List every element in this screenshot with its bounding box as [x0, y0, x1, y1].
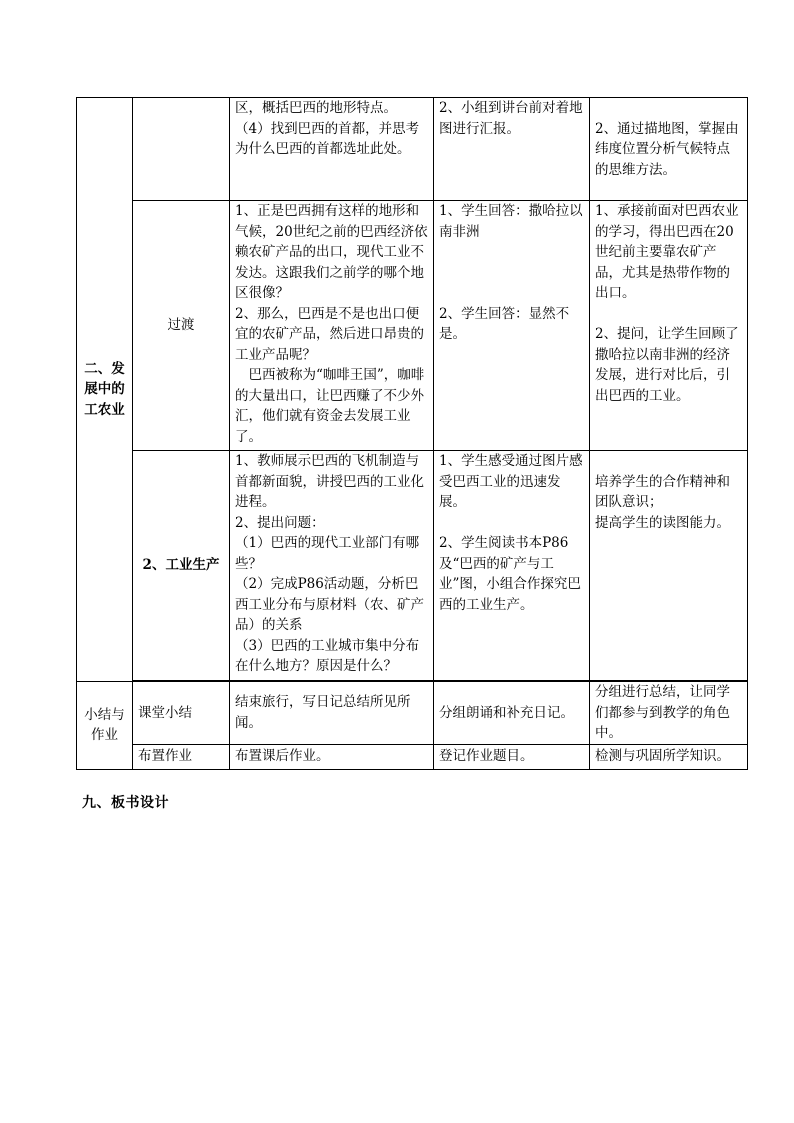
teacher-activity-line: 1、正是巴西拥有这样的地形和气候，20世纪之前的巴西经济依赖农矿产品的出口，现代工业不发达。这跟我们之前学的哪个地区很像？	[235, 203, 428, 301]
design-intent-line: 提高学生的读图能力。	[595, 514, 730, 531]
student-activity-cell	[434, 744, 590, 769]
design-intent-cell	[590, 744, 748, 769]
section-heading-board-design: 九、板书设计	[82, 795, 169, 811]
design-intent-cell	[590, 682, 748, 745]
student-activity-line: 2、学生回答：显然不是。	[439, 305, 570, 342]
teacher-activity-line: 布置课后作业。	[235, 748, 330, 765]
teacher-activity-cell	[230, 98, 434, 201]
teacher-activity-cell	[230, 744, 434, 769]
teacher-activity-line: 巴西被称为“咖啡王国”，咖啡的大量出口，让巴西赚了不少外汇，他们就有资金去发展工业了。	[235, 367, 425, 445]
student-activity-line: 分组朗诵和补充日记。	[439, 704, 574, 721]
segment-cell-class-summary	[133, 682, 230, 745]
teacher-activity-line: （3）巴西的工业城市集中分布在什么地方？原因是什么？	[235, 637, 420, 674]
stage-label-summary: 小结与作业	[84, 706, 125, 744]
table-row-terrain	[77, 98, 748, 201]
design-intent-cell	[590, 451, 748, 681]
design-intent-cell	[590, 98, 748, 201]
student-activity-line: 2、小组到讲台前对着地图进行汇报。	[439, 100, 583, 137]
table-row-homework	[77, 744, 748, 769]
stage-cell-development	[77, 98, 133, 682]
segment-label-industry: 2、工业生产	[142, 557, 220, 574]
teacher-activity-cell	[230, 682, 434, 745]
student-activity-cell	[434, 201, 590, 451]
design-intent-line: 检测与巩固所学知识。	[595, 748, 730, 765]
student-activity-line: 登记作业题目。	[439, 748, 534, 765]
table-row-transition	[77, 201, 748, 451]
segment-cell-homework	[133, 744, 230, 769]
design-intent-line: 2、通过描地图，掌握由纬度位置分析气候特点的思维方法。	[595, 120, 739, 178]
table-row-industry	[77, 451, 748, 681]
student-activity-line: 1、学生感受通过图片感受巴西工业的迅速发展。	[439, 453, 583, 510]
design-intent-line: 培养学生的合作精神和团队意识；	[595, 473, 730, 510]
teacher-activity-line: 2、那么，巴西是不是也出口便宜的农矿产品，然后进口昂贵的工业产品呢？	[235, 305, 424, 363]
student-activity-line: 1、学生回答：撒哈拉以南非洲	[439, 203, 583, 240]
stage-cell-summary	[77, 682, 133, 770]
teacher-activity-line: （2）完成P86活动题，分析巴西工业分布与原材料（农、矿产品）的关系	[235, 576, 424, 633]
teacher-activity-cell	[230, 201, 434, 451]
teacher-activity-line: （4）找到巴西的首都，并思考为什么巴西的首都选址此处。	[235, 120, 420, 157]
design-intent-line: 1、承接前面对巴西农业的学习，得出巴西在20世纪前主要靠农矿产品，尤其是热带作物的出口。	[595, 203, 739, 301]
student-activity-cell	[434, 682, 590, 745]
segment-label-class-summary: 课堂小结	[138, 704, 192, 721]
student-activity-cell	[434, 451, 590, 681]
design-intent-line: 2、提问，让学生回顾了撒哈拉以南非洲的经济发展，进行对比后，引出巴西的工业。	[595, 326, 739, 404]
table-row-class-summary	[77, 682, 748, 745]
segment-cell-industry	[133, 451, 230, 681]
design-intent-line: 分组进行总结，让同学们都参与到教学的角色中。	[595, 684, 730, 741]
teacher-activity-line: （1）巴西的现代工业部门有哪些？	[235, 535, 420, 572]
lesson-plan-table	[76, 97, 748, 770]
segment-label-transition: 过渡	[167, 317, 195, 334]
teacher-activity-cell	[230, 451, 434, 681]
segment-cell-terrain	[133, 98, 230, 201]
teacher-activity-line: 区，概括巴西的地形特点。	[235, 100, 397, 116]
teacher-activity-line: 2、提出问题：	[235, 514, 325, 531]
student-activity-cell	[434, 98, 590, 201]
segment-label-homework: 布置作业	[138, 748, 192, 765]
segment-cell-transition	[133, 201, 230, 451]
teacher-activity-line: 1、教师展示巴西的飞机制造与首都新面貌，讲授巴西的工业化进程。	[235, 453, 424, 510]
teacher-activity-line: 结束旅行，写日记总结所见所闻。	[235, 694, 411, 731]
stage-label-development: 二、发展中的工农业	[84, 360, 125, 418]
student-activity-line: 2、学生阅读书本P86及“巴西的矿产与工业”图，小组合作探究巴西的工业生产。	[439, 535, 581, 613]
design-intent-cell	[590, 201, 748, 451]
